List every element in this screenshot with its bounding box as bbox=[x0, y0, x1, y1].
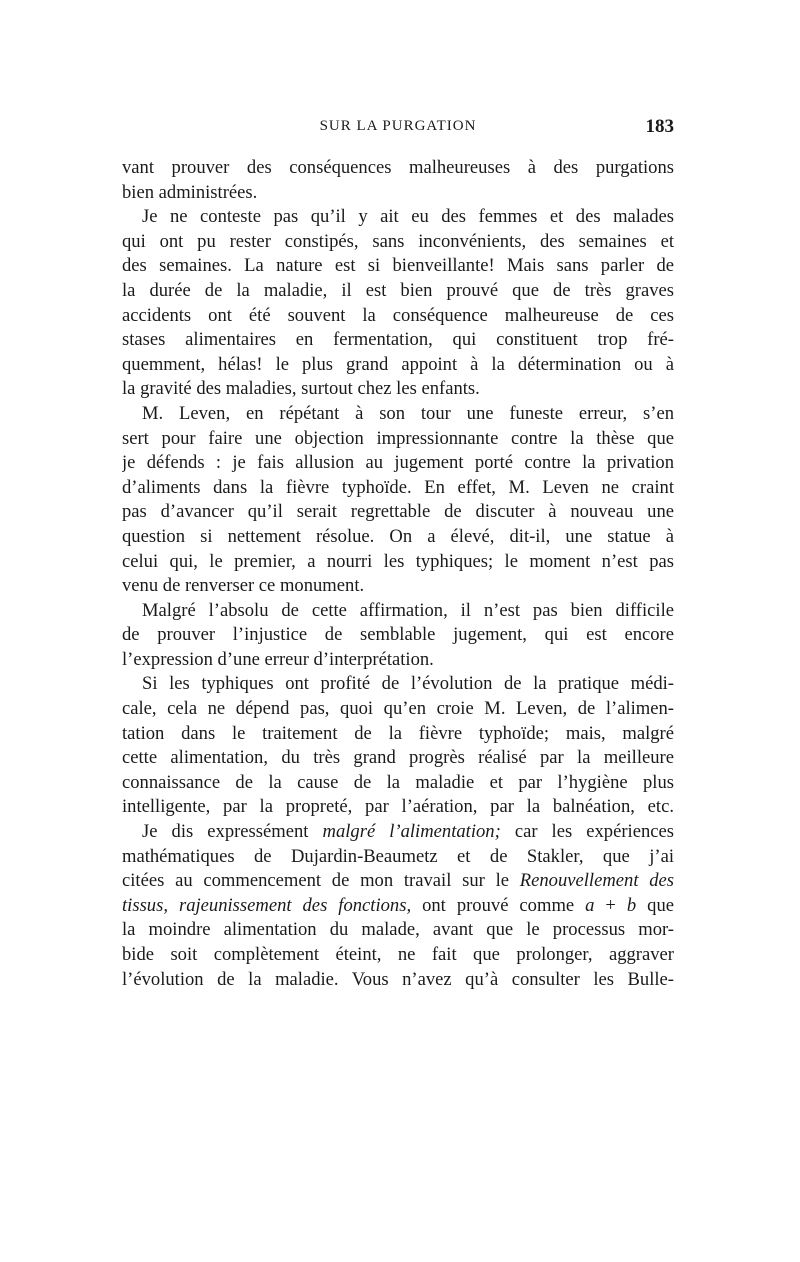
text-segment: que bbox=[636, 894, 674, 916]
text-line: bien administrées. bbox=[122, 181, 258, 203]
text-line: venu de renverser ce monument. bbox=[122, 575, 365, 597]
text-line: je défends : je fais allusion au jugement porté contre la privation bbox=[122, 452, 674, 474]
text-line: tation dans le traitement de la fièvre typhoïde; mais, malgré bbox=[122, 722, 674, 744]
text-line: connaissance de la cause de la maladie et par l’hygiène plus bbox=[122, 771, 674, 793]
italic-text: tissus, rajeunissement des fonctions, bbox=[122, 894, 412, 916]
text-line: pas d’avancer qu’il serait regrettable de discuter à nouveau une bbox=[122, 501, 674, 523]
italic-text: a bbox=[585, 894, 595, 916]
text-line: sert pour faire une objection impressionnante contre la thèse que bbox=[122, 427, 674, 449]
text-line: Malgré l’absolu de cette affirmation, il n’est pas bien difficile bbox=[142, 599, 674, 621]
text-line: qui ont pu rester constipés, sans inconvénients, des semaines et bbox=[122, 230, 674, 252]
text-line: l’évolution de la maladie. Vous n’avez qu’à consulter les Bulle- bbox=[122, 968, 674, 990]
running-title: SUR LA PURGATION bbox=[319, 118, 477, 134]
text-line: la moindre alimentation du malade, avant que le processus mor- bbox=[122, 919, 674, 941]
text-segment: ont prouvé comme bbox=[411, 894, 586, 916]
text-line: celui qui, le premier, a nourri les typhiques; le moment n’est pas bbox=[122, 550, 674, 572]
text-line: la durée de la maladie, il est bien prouvé que de très graves bbox=[122, 279, 674, 301]
text-line: stases alimentaires en fermentation, qui constituent trop fré- bbox=[122, 329, 674, 351]
text-line: Je ne conteste pas qu’il y ait eu des femmes et des malades bbox=[142, 206, 674, 228]
page-number: 183 bbox=[645, 116, 674, 137]
text-segment: citées au commencement de mon travail sur le bbox=[122, 870, 520, 892]
text-line: bide soit complètement éteint, ne fait que prolonger, aggraver bbox=[122, 944, 674, 965]
text-line: quemment, hélas! le plus grand appoint à la détermination ou à bbox=[122, 353, 674, 375]
text-line: M. Leven, en répétant à son tour une funeste erreur, s’en bbox=[142, 402, 674, 424]
running-head bbox=[122, 118, 674, 142]
text-line: cale, cela ne dépend pas, quoi qu’en croie M. Leven, de l’alimen- bbox=[122, 698, 674, 720]
text-line: l’expression d’une erreur d’interprétation. bbox=[122, 648, 434, 670]
text-line bbox=[122, 894, 674, 919]
text-line: mathématiques de Dujardin-Beaumetz et de Stakler, que j’ai bbox=[122, 845, 674, 867]
text-line: vant prouver des conséquences malheureuses à des purgations bbox=[122, 157, 674, 178]
italic-text: b bbox=[626, 894, 637, 916]
text-segment: car les expériences bbox=[500, 821, 674, 843]
italic-text: malgré l’alimentation; bbox=[322, 821, 501, 843]
text-line: intelligente, par la propreté, par l’aération, par la balnéation, etc. bbox=[122, 796, 674, 818]
text-line: d’aliments dans la fièvre typhoïde. En effet, M. Leven ne craint bbox=[122, 476, 674, 498]
body-text bbox=[122, 156, 674, 992]
text-line: Si les typhiques ont profité de l’évolution de la pratique médi- bbox=[142, 673, 674, 695]
text-line: des semaines. La nature est si bienveillante! Mais sans parler de bbox=[122, 255, 674, 277]
text-line bbox=[122, 869, 674, 894]
text-segment: Je dis expressément bbox=[142, 821, 323, 843]
text-line bbox=[122, 820, 674, 845]
text-line: question si nettement résolue. On a élevé, dit-il, une statue à bbox=[122, 525, 674, 547]
text-line: de prouver l’injustice de semblable jugement, qui est encore bbox=[122, 624, 674, 646]
italic-text: Renouvellement des bbox=[519, 870, 674, 892]
text-line: cette alimentation, du très grand progrès réalisé par la meilleure bbox=[122, 747, 674, 769]
text-line: la gravité des maladies, surtout chez les enfants. bbox=[122, 378, 480, 400]
text-line: accidents ont été souvent la conséquence malheureuse de ces bbox=[122, 304, 674, 326]
text-segment: + bbox=[594, 894, 627, 916]
